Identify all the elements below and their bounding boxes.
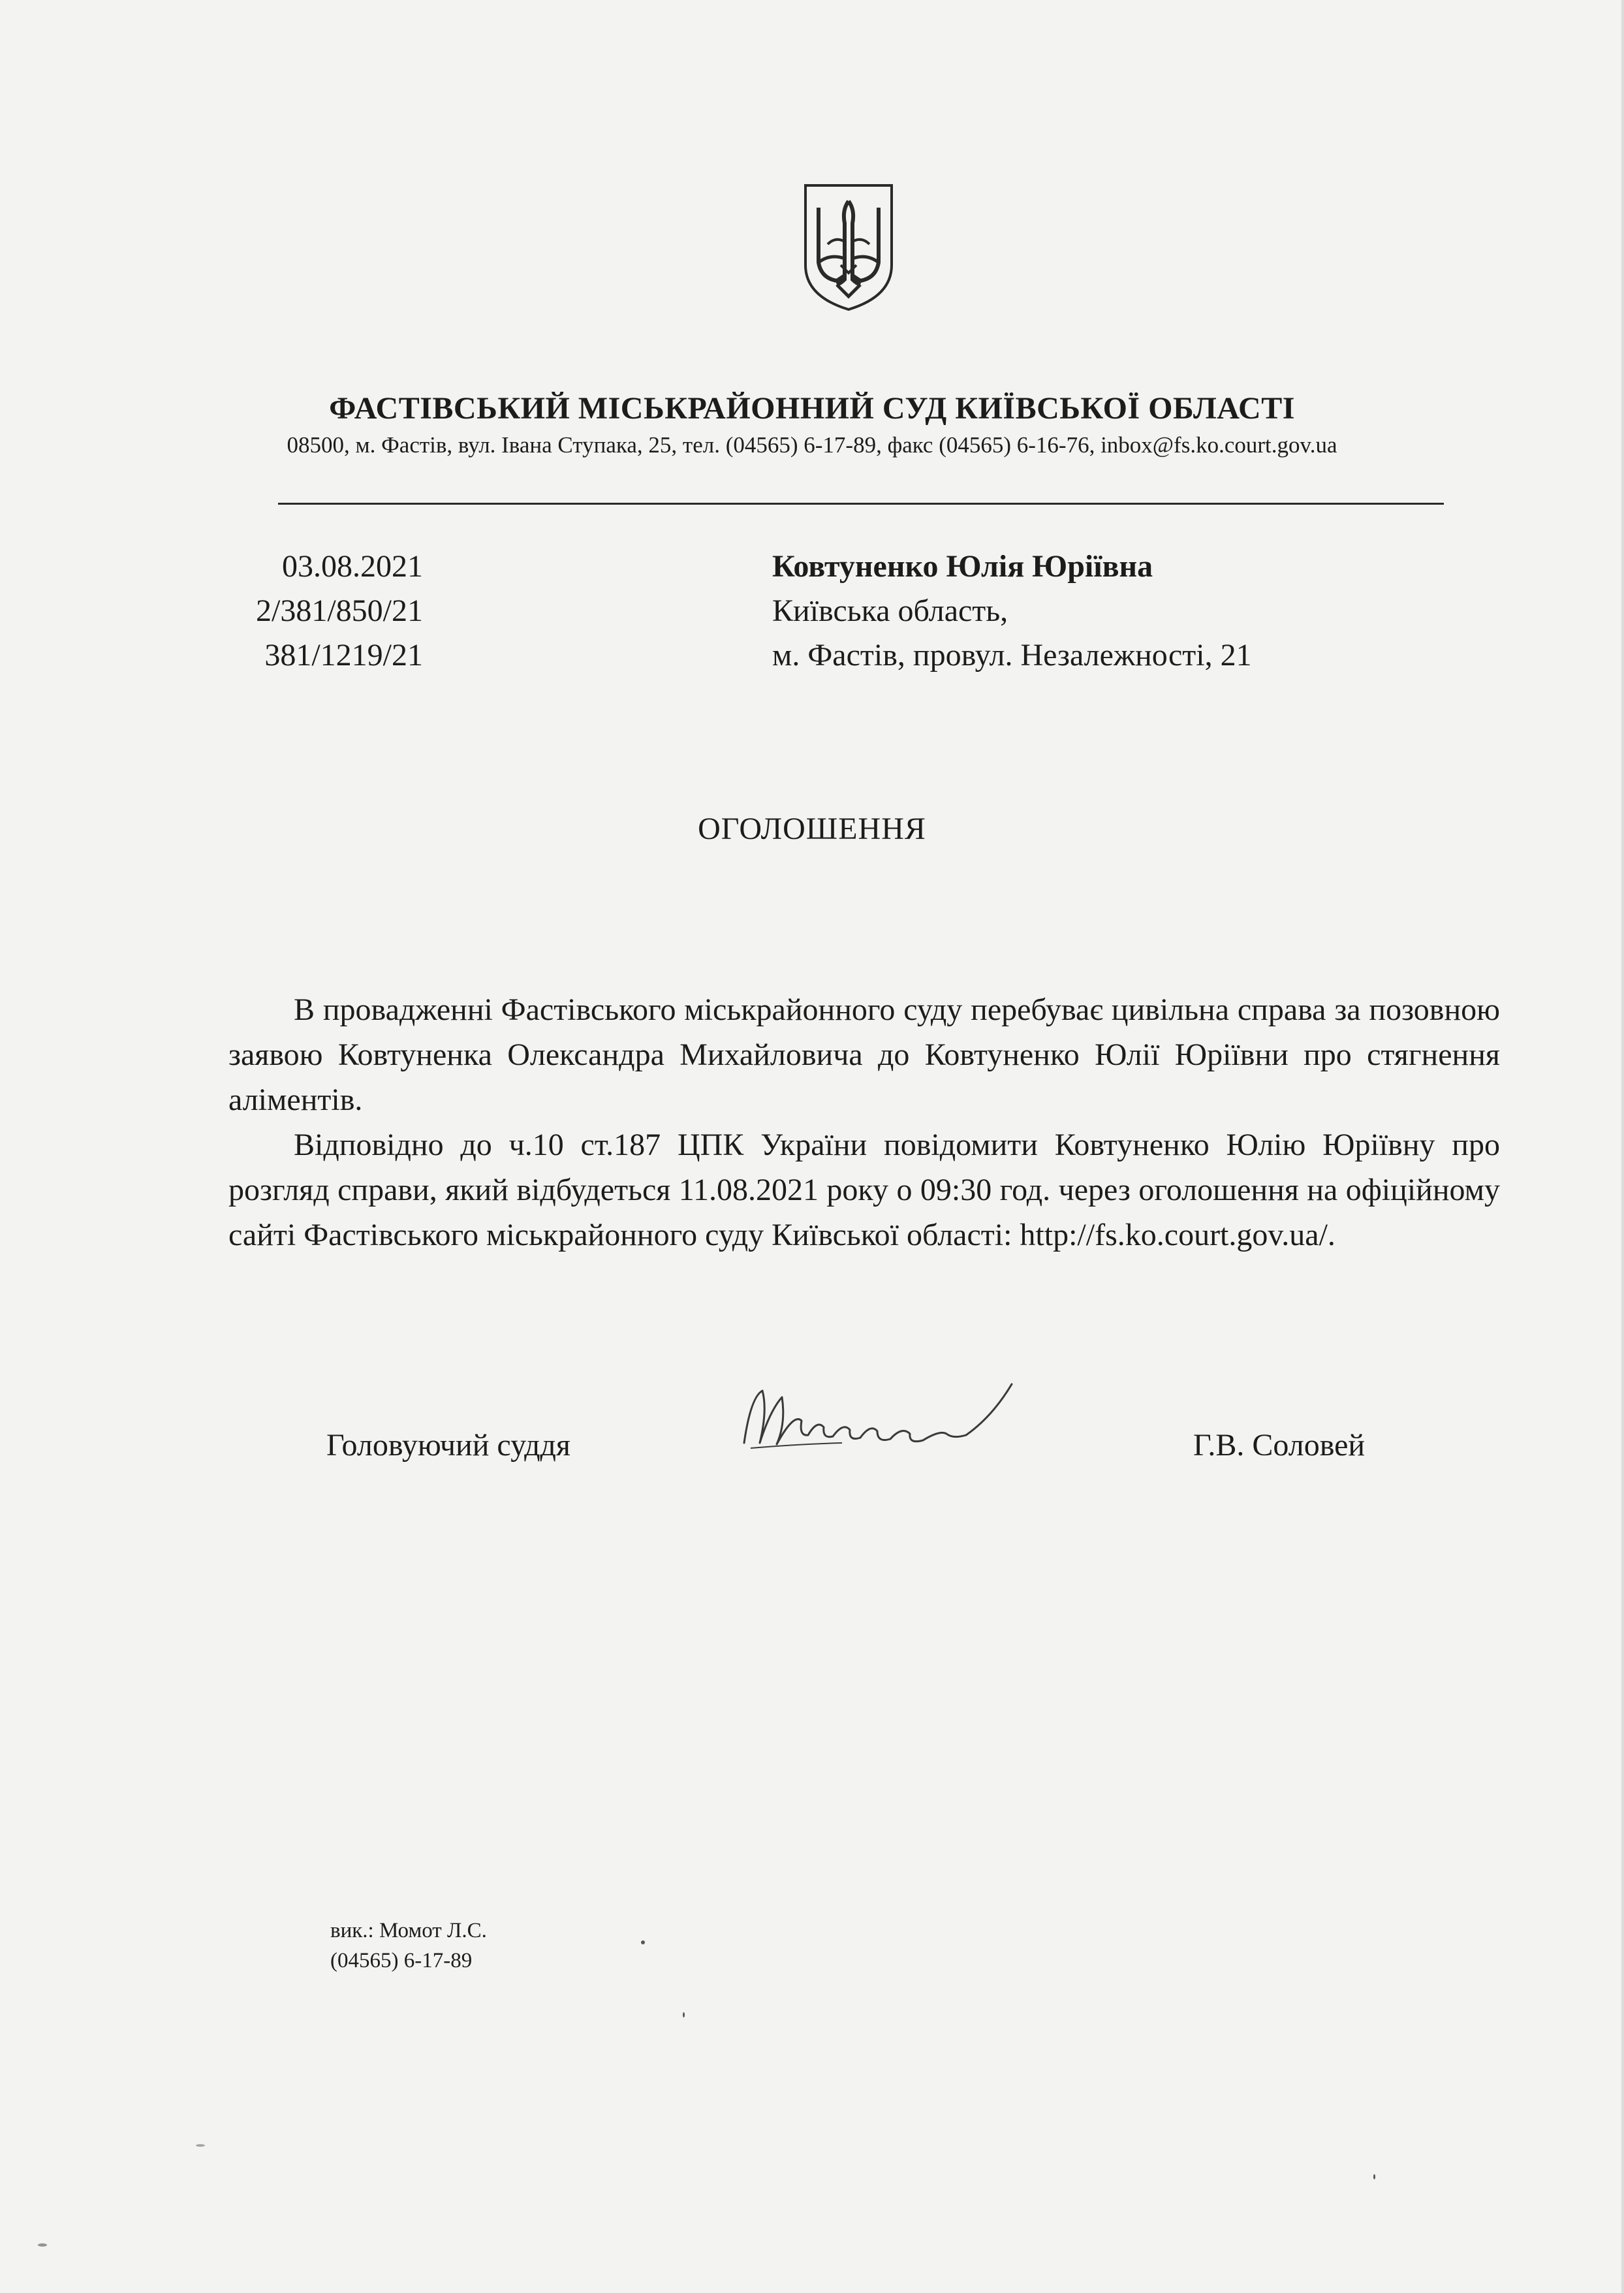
recipient-block	[772, 545, 1252, 678]
document-meta	[221, 545, 423, 678]
recipient-name: Ковтуненко Юлія Юріївна	[772, 549, 1153, 584]
executor-name: вик.: Момот Л.С.	[330, 1919, 487, 1942]
announcement-body	[228, 987, 1500, 1257]
header-divider	[278, 503, 1444, 505]
body-paragraph-2: Відповідно до ч.10 ст.187 ЦПК України повідомити Ковтуненко Юлію Юріївну про розгляд справи, який відбудеться 11.08.2021 року о 09:30 год. через оголошення на офіційному сайті Фастівського міськрайонного суду Київської області: http://fs.ko.court.gov.ua/.	[228, 1128, 1500, 1252]
recipient-region: Київська область,	[772, 593, 1008, 628]
executor-block	[330, 1916, 487, 1976]
scan-speck	[683, 2012, 685, 2017]
scan-speck	[641, 1940, 645, 1944]
document-date: 03.08.2021	[282, 549, 423, 584]
court-name: ФАСТІВСЬКИЙ МІСЬКРАЙОННИЙ СУД КИЇВСЬКОЇ ОБЛАСТІ	[329, 391, 1295, 426]
scan-speck	[1373, 2174, 1375, 2179]
scan-speck	[196, 2144, 205, 2147]
document-title: ОГОЛОШЕННЯ	[698, 812, 926, 846]
proceeding-number: 381/1219/21	[264, 638, 423, 672]
body-paragraph-1: В провадженні Фастівського міськрайонного суду перебуває цивільна справа за позовною заявою Ковтуненка Олександра Михайловича до Ковтуненко Юлії Юріївни про стягнення аліментів.	[228, 992, 1500, 1117]
recipient-address: м. Фастів, провул. Незалежності, 21	[772, 638, 1252, 672]
executor-phone: (04565) 6-17-89	[330, 1949, 473, 1972]
signer-role: Головуючий суддя	[326, 1428, 570, 1463]
scan-speck	[38, 2243, 47, 2247]
trident-emblem-icon	[802, 182, 896, 312]
signer-name: Г.В. Соловей	[1193, 1428, 1366, 1463]
court-address-line: 08500, м. Фастів, вул. Івана Ступака, 25, тел. (04565) 6-17-89, факс (04565) 6-16-76, inbox@fs.ko.court.gov.ua	[287, 432, 1337, 458]
case-number: 2/381/850/21	[255, 593, 423, 628]
page-edge	[1621, 0, 1624, 2293]
handwritten-signature	[731, 1371, 1044, 1463]
